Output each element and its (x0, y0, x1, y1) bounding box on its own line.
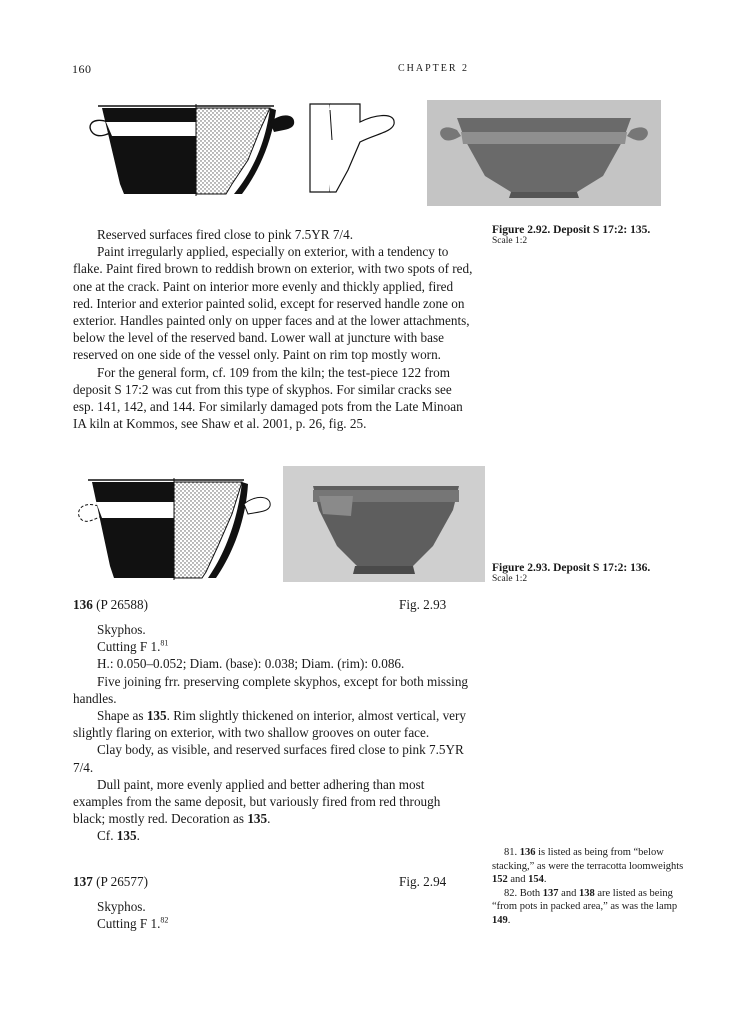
footnotes (492, 846, 692, 928)
inventory-number: (P 26588) (96, 597, 148, 612)
shape-line: Skyphos. (97, 622, 146, 637)
figure-caption-scale: Scale 1:2 (492, 236, 528, 246)
section-drawing-135 (300, 100, 410, 200)
catalogue-heading-137 (73, 874, 475, 890)
paragraph: Clay body, as visible, and reserved surfaces fired close to pink 7.5YR 7/4. (73, 742, 464, 775)
shape-line: Skyphos. (97, 899, 146, 914)
entry-136-text (73, 621, 475, 845)
cross-reference[interactable]: 135 (116, 828, 137, 844)
footnote-marker[interactable]: 82 (160, 915, 169, 925)
photo-135 (427, 100, 661, 206)
profile-drawing-136 (72, 474, 284, 584)
page-number: 160 (72, 62, 92, 76)
figure-reference: Fig. 2.93 (399, 597, 447, 612)
paragraph: Reserved surfaces fired close to pink 7.5YR 7/4. (97, 227, 353, 242)
cutting-line: Cutting F 1.81 (97, 638, 169, 655)
figure-reference: Fig. 2.94 (399, 874, 447, 889)
photo-136 (283, 466, 485, 582)
cross-reference[interactable]: 135 (247, 811, 268, 827)
cutting-line: Cutting F 1.82 (97, 915, 169, 932)
paragraph: Paint irregularly applied, especially on exterior, with a tendency to flake. Paint fired brown to reddish brown on exterior, with two spots of red, one at the crack. Paint on interior more evenly and thickly applied, fired red. Interior and exterior painted solid, except for reserved handle zone on exterior. Handles painted only on upper faces and at the lower attachments, below the level of the reserved band. Lower wall at juncture with base reserved on one side of the vessel only. Paint on rim top mostly worn. (73, 244, 473, 363)
figure-caption-title: Figure 2.93. Deposit S 17:2: 136. (492, 562, 651, 574)
catalogue-number: 137 (73, 874, 93, 889)
cross-reference[interactable]: 135 (146, 708, 167, 724)
entry-137-text (73, 898, 475, 932)
dimensions-line: H.: 0.050–0.052; Diam. (base): 0.038; Diam. (rim): 0.086. (97, 656, 405, 672)
footnote-marker[interactable]: 81 (160, 638, 169, 648)
figure-caption-title: Figure 2.92. Deposit S 17:2: 135. (492, 224, 651, 236)
footnote-81: 81. 136 is listed as being from “below stacking,” as were the terracotta loomweights 152 and 154. (492, 847, 684, 886)
figure-caption-scale: Scale 1:2 (492, 574, 528, 584)
catalogue-heading-136 (73, 597, 475, 613)
profile-drawing-135 (84, 100, 304, 200)
entry-135-text (73, 226, 475, 432)
paragraph: Five joining frr. preserving complete skyphos, except for both missing handles. (73, 673, 469, 706)
paragraph: For the general form, cf. 109 from the kiln; the test-piece 122 from deposit S 17:2 was cut from this type of skyphos. For similar cracks see esp. 141, 142, and 144. For similarly damaged pots from the Late Minoan IA kiln at Kommos, see Shaw et al. 2001, p. 26, fig. 25. (73, 364, 463, 432)
paragraph: Shape as 135. Rim slightly thickened on interior, almost vertical, very slightly flaring on exterior, with two shallow grooves on outer face. (73, 708, 467, 741)
paragraph: Dull paint, more evenly applied and better adhering than most examples from the same deposit, but variously fired from red through black; mostly red. Decoration as 135. (73, 776, 441, 827)
paragraph: Cf. 135. (97, 828, 140, 844)
footnote-82: 82. Both 137 and 138 are listed as being “from pots in packed area,” as was the lamp 149. (492, 887, 678, 926)
catalogue-number: 136 (73, 597, 93, 612)
running-head: CHAPTER 2 (398, 63, 470, 74)
inventory-number: (P 26577) (96, 874, 148, 889)
